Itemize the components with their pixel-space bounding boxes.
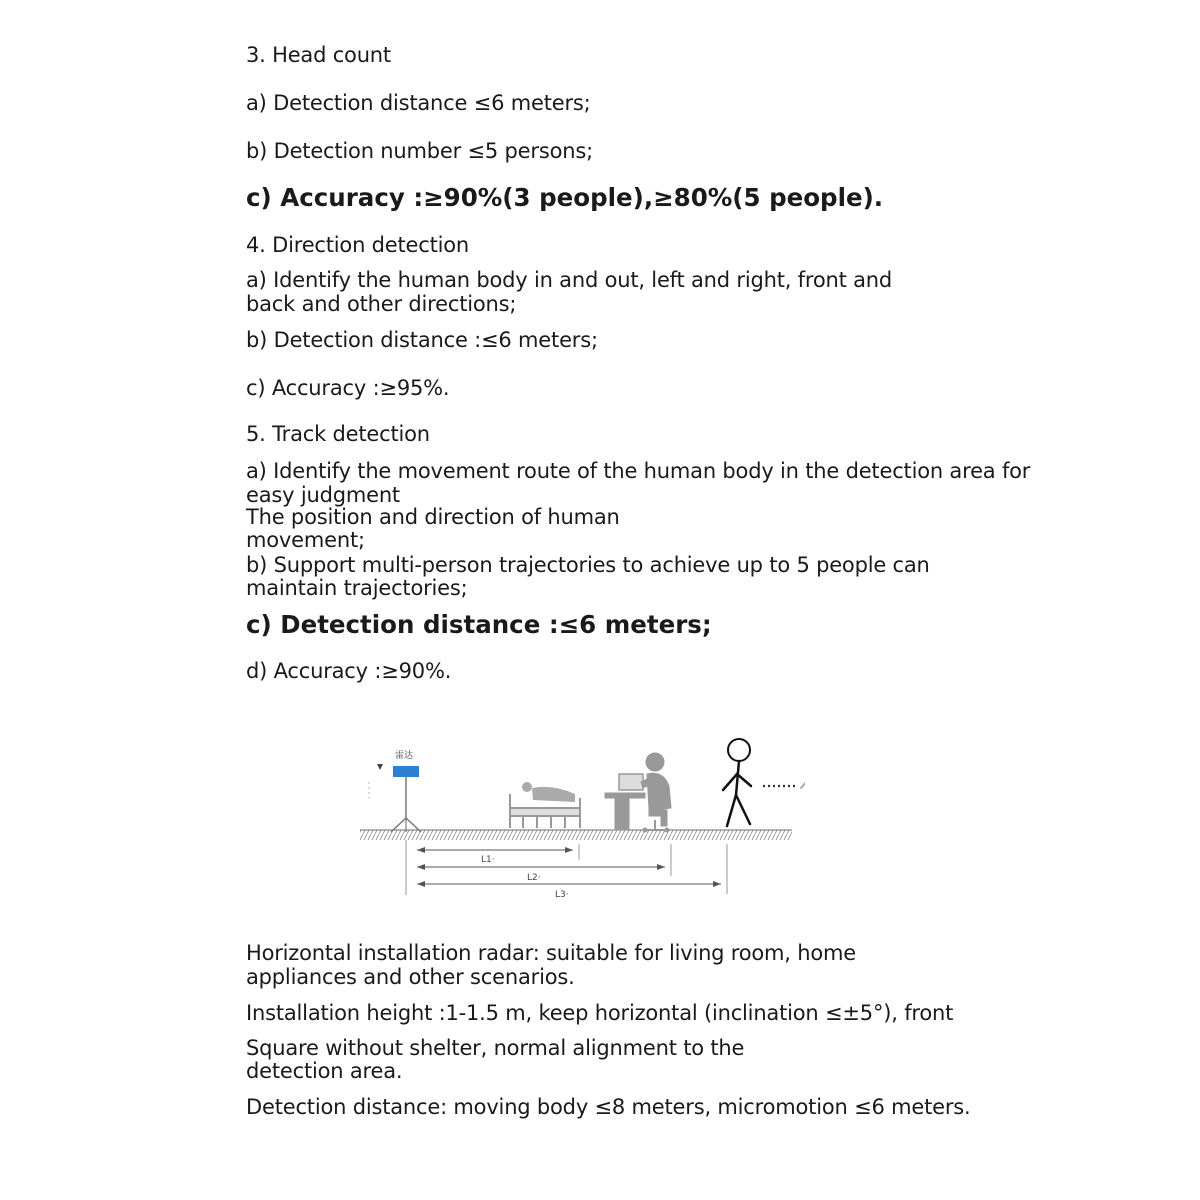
install-note-2: Installation height :1-1.5 m, keep horizontal (inclination ≤±5°), front (246, 1001, 954, 1025)
direction-accuracy: c) Accuracy :≥95%. (246, 376, 450, 400)
label-l2: L2· (527, 873, 541, 883)
install-note-1-line2: appliances and other scenarios. (246, 965, 575, 989)
bed-with-person (510, 782, 580, 828)
track-detection-heading: 5. Track detection (246, 422, 430, 446)
direction-detection-heading: 4. Direction detection (246, 233, 470, 257)
track-accuracy: d) Accuracy :≥90%. (246, 659, 452, 683)
track-identify-line1: a) Identify the movement route of the human body in the detection area for (246, 459, 1031, 483)
head-count-distance: a) Detection distance ≤6 meters; (246, 91, 591, 115)
track-multi-person-line1: b) Support multi-person trajectories to achieve up to 5 people can (246, 553, 930, 577)
head-count-heading: 3. Head count (246, 43, 391, 67)
floor (360, 830, 792, 840)
direction-identify-line1: a) Identify the human body in and out, left and right, front and (246, 268, 893, 292)
track-identify-line3: The position and direction of human (246, 505, 620, 529)
label-l1: L1· (481, 855, 495, 865)
track-distance: c) Detection distance :≤6 meters; (246, 610, 712, 639)
direction-distance: b) Detection distance :≤6 meters; (246, 328, 598, 352)
person-at-desk (605, 753, 671, 832)
label-l3: L3· (555, 890, 569, 900)
track-identify-line4: movement; (246, 528, 365, 552)
radar-label: 雷达 (395, 751, 414, 761)
install-note-1-line1: Horizontal installation radar: suitable for living room, home (246, 941, 856, 965)
track-identify-line2: easy judgment (246, 483, 400, 507)
walking-person-dark (723, 739, 751, 826)
walking-person-faded (801, 737, 805, 792)
track-multi-person-line2: maintain trajectories; (246, 576, 468, 600)
direction-identify-line2: back and other directions; (246, 292, 517, 316)
head-count-accuracy: c) Accuracy :≥90%(3 people),≥80%(5 people). (246, 183, 884, 212)
install-note-3-line2: detection area. (246, 1059, 403, 1083)
install-note-4: Detection distance: moving body ≤8 meters, micromotion ≤6 meters. (246, 1095, 971, 1119)
install-note-3-line1: Square without shelter, normal alignment to the (246, 1036, 745, 1060)
radar-icon (393, 766, 419, 777)
radar-tripod (369, 749, 421, 832)
installation-diagram (355, 730, 805, 905)
distance-markers (406, 840, 727, 900)
head-count-number: b) Detection number ≤5 persons; (246, 139, 593, 163)
